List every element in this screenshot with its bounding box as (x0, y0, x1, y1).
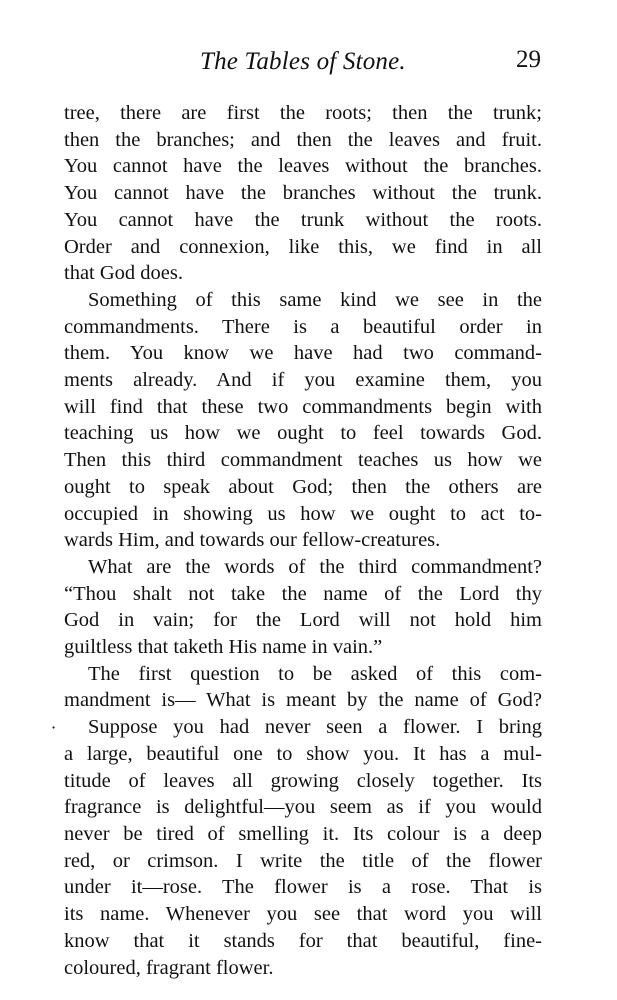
text-line: guiltless that taketh His name in vain.” (64, 636, 383, 659)
text-line: them. You know we have had two command- (64, 342, 542, 365)
text-line: then the branches; and then the leaves and fruit. (64, 128, 542, 151)
text-line: teaching us how we ought to feel towards God. (64, 422, 542, 445)
text-line: Something of this same kind we see in the (88, 288, 542, 311)
text-line: The first question to be asked of this com- (88, 662, 542, 685)
text-line: its name. Whenever you see that word you will (64, 903, 542, 926)
text-line: ought to speak about God; then the others are (64, 475, 542, 498)
text-line: know that it stands for that beautiful, fine- (64, 929, 542, 952)
page-number: 29 (516, 46, 541, 73)
text-line: Order and connexion, like this, we find in all (64, 235, 542, 258)
running-title: The Tables of Stone. (200, 48, 406, 75)
text-line: mandment is— What is meant by the name of God? (64, 689, 542, 712)
text-line: fragrance is delightful—you seem as if you would (64, 796, 542, 819)
text-line: ments already. And if you examine them, you (64, 369, 542, 392)
text-line: a large, beautiful one to show you. It has a mul- (64, 742, 542, 765)
printing-speck: · (51, 718, 57, 737)
text-line: You cannot have the trunk without the roots. (64, 208, 542, 231)
text-line: wards Him, and towards our fellow-creatures. (64, 529, 441, 552)
text-line: titude of leaves all growing closely together. Its (64, 769, 542, 792)
text-line: that God does. (64, 262, 183, 285)
text-line: coloured, fragrant flower. (64, 956, 274, 979)
body-text (64, 100, 542, 981)
text-line: You cannot have the leaves without the branches. (64, 155, 542, 178)
text-line: Then this third commandment teaches us how we (64, 449, 542, 472)
text-line: occupied in showing us how we ought to act to- (64, 502, 542, 525)
text-line: What are the words of the third commandment? (88, 555, 542, 578)
text-line: tree, there are first the roots; then the trunk; (64, 102, 542, 124)
text-line: “Thou shalt not take the name of the Lord thy (64, 582, 542, 605)
text-line: Suppose you had never seen a flower. I bring (88, 716, 542, 739)
text-line: will find that these two commandments begin with (64, 395, 542, 418)
text-line: You cannot have the branches without the trunk. (64, 182, 542, 205)
text-line: never be tired of smelling it. Its colour is a deep (64, 822, 542, 845)
text-line: commandments. There is a beautiful order in (64, 315, 542, 338)
text-line: God in vain; for the Lord will not hold him (64, 609, 542, 632)
text-line: red, or crimson. I write the title of the flower (64, 849, 542, 872)
text-line: under it—rose. The flower is a rose. That is (64, 876, 542, 899)
